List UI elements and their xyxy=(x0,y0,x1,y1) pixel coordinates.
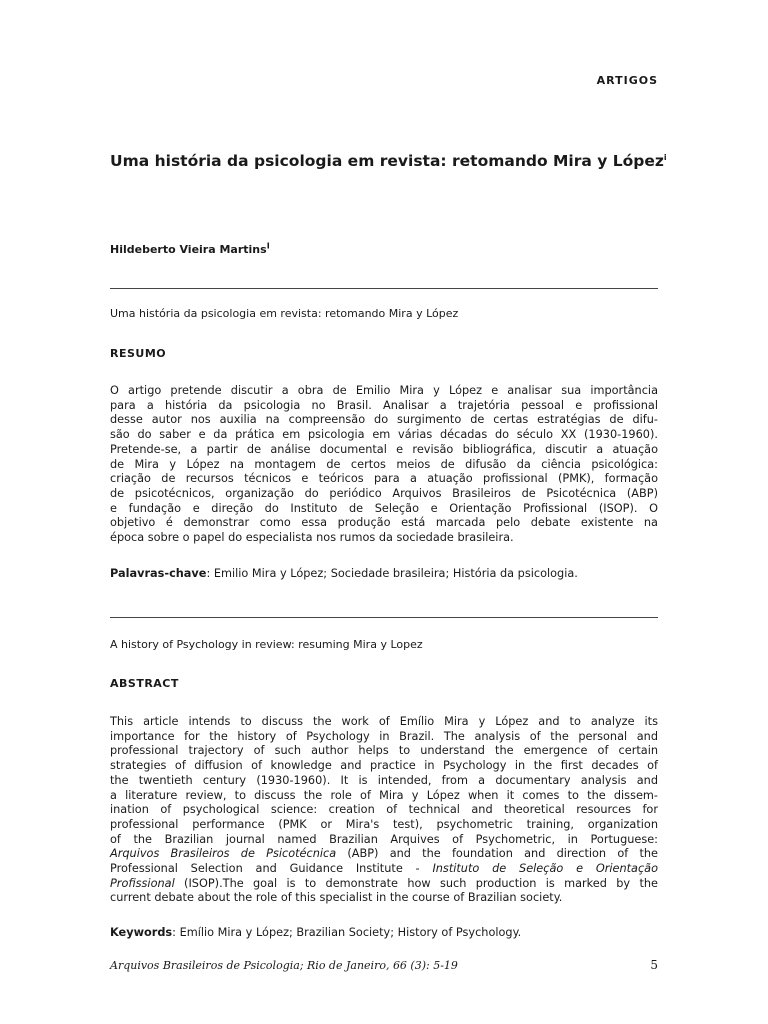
abstract-line: professional performance (PMK or Mira's test), psychometric training, organization xyxy=(110,817,658,831)
resumo-line: desse autor nos auxilia na compreensão do surgimento de certas estratégias de difu- xyxy=(110,413,658,427)
journal-citation: Arquivos Brasileiros de Psicologia; Rio de Janeiro, 66 (3): 5-19 xyxy=(110,959,458,972)
abstract-line: importance for the history of Psychology in Brazil. The analysis of the personal and xyxy=(110,729,658,743)
resumo-body xyxy=(110,384,658,546)
resumo-heading: RESUMO xyxy=(110,347,167,360)
abstract-line: Arquivos Brasileiros de Psicotécnica (ABP) and the foundation and direction of the xyxy=(110,847,658,861)
abstract-line: This article intends to discuss the work of Emílio Mira y López and to analyze its xyxy=(110,715,658,728)
keywords-text: : Emílio Mira y López; Brazilian Society; History of Psychology. xyxy=(172,926,522,939)
author-name-text: Hildeberto Vieira Martins xyxy=(110,243,267,256)
institute-name-italic-cont: Profissional xyxy=(110,876,175,890)
resumo-line: época sobre o papel do especialista nos rumos da sociedade brasileira. xyxy=(110,531,514,545)
abstract-line: the twentieth century (1930-1960). It is intended, from a documentary analysis and xyxy=(110,773,658,787)
abstract-heading: ABSTRACT xyxy=(110,677,179,690)
author-name xyxy=(110,243,270,256)
abstract-line: Professional Selection and Guidance Institute - Instituto de Seleção e Orientação xyxy=(110,862,658,876)
palavras-chave-label: Palavras-chave xyxy=(110,567,207,580)
resumo-line: de psicotécnicos, organização do periódico Arquivos Brasileiros de Psicotécnica (ABP) xyxy=(110,486,658,500)
abstract-line: professional trajectory of such author helps to understand the emergence of certain xyxy=(110,744,658,758)
abstract-line: Profissional (ISOP).The goal is to demonstrate how such production is marked by the xyxy=(110,876,658,890)
title-footnote-mark: i xyxy=(663,152,667,162)
abstract-line: current debate about the role of this specialist in the course of Brazilian society. xyxy=(110,891,563,905)
keywords xyxy=(110,926,658,939)
abstract-line: of the Brazilian journal named Brazilian Arquives of Psychometric, in Portuguese: xyxy=(110,832,658,846)
author-footnote-mark: I xyxy=(266,241,270,251)
resumo-line: de Mira y López na montagem de certos meios de difusão da ciência psicológica: xyxy=(110,457,658,471)
journal-name-italic: Arquivos Brasileiros de Psicotécnica xyxy=(110,847,337,861)
resumo-line: e fundação e direção do Instituto de Seleção e Orientação Profissional (ISOP). O xyxy=(110,501,658,515)
resumo-line: objetivo é demonstrar como essa produção está marcada pelo debate existente na xyxy=(110,516,658,530)
keywords-label: Keywords xyxy=(110,926,173,939)
abstract-line: a literature review, to discuss the role of Mira y López when it comes to the dissem- xyxy=(110,788,658,802)
section-label: ARTIGOS xyxy=(596,74,658,87)
resumo-line: Pretende-se, a partir de análise documental e revisão bibliográfica, discutir a atuação xyxy=(110,442,658,456)
resumo-line: criação de recursos técnicos e teóricos para a atuação profissional (PMK), formação xyxy=(110,472,658,486)
palavras-chave xyxy=(110,567,658,580)
divider-top xyxy=(110,288,658,289)
divider-middle xyxy=(110,617,658,618)
resumo-line: para a história da psicologia no Brasil. Analisar a trajetória pessoal e profissional xyxy=(110,398,658,412)
institute-name-italic: Instituto de Seleção e Orientação xyxy=(432,862,658,876)
abstract-line: strategies of diffusion of knowledge and practice in Psychology in the first decades of xyxy=(110,759,658,773)
portuguese-subtitle: Uma história da psicologia em revista: retomando Mira y López xyxy=(110,307,459,320)
article-title xyxy=(110,150,670,172)
article-title-text: Uma história da psicologia em revista: retomando Mira y López xyxy=(110,152,664,170)
abstract-body xyxy=(110,715,658,906)
page-number: 5 xyxy=(650,958,658,972)
resumo-line: são do saber e da prática em psicologia em várias décadas do século XX (1930-1960). xyxy=(110,428,658,442)
resumo-line: O artigo pretende discutir a obra de Emilio Mira y López e analisar sua importância xyxy=(110,384,658,397)
palavras-chave-text: : Emilio Mira y López; Sociedade brasileira; História da psicologia. xyxy=(206,567,578,580)
english-subtitle: A history of Psychology in review: resuming Mira y Lopez xyxy=(110,638,423,651)
abstract-line: ination of psychological science: creation of technical and theoretical resources for xyxy=(110,803,658,817)
